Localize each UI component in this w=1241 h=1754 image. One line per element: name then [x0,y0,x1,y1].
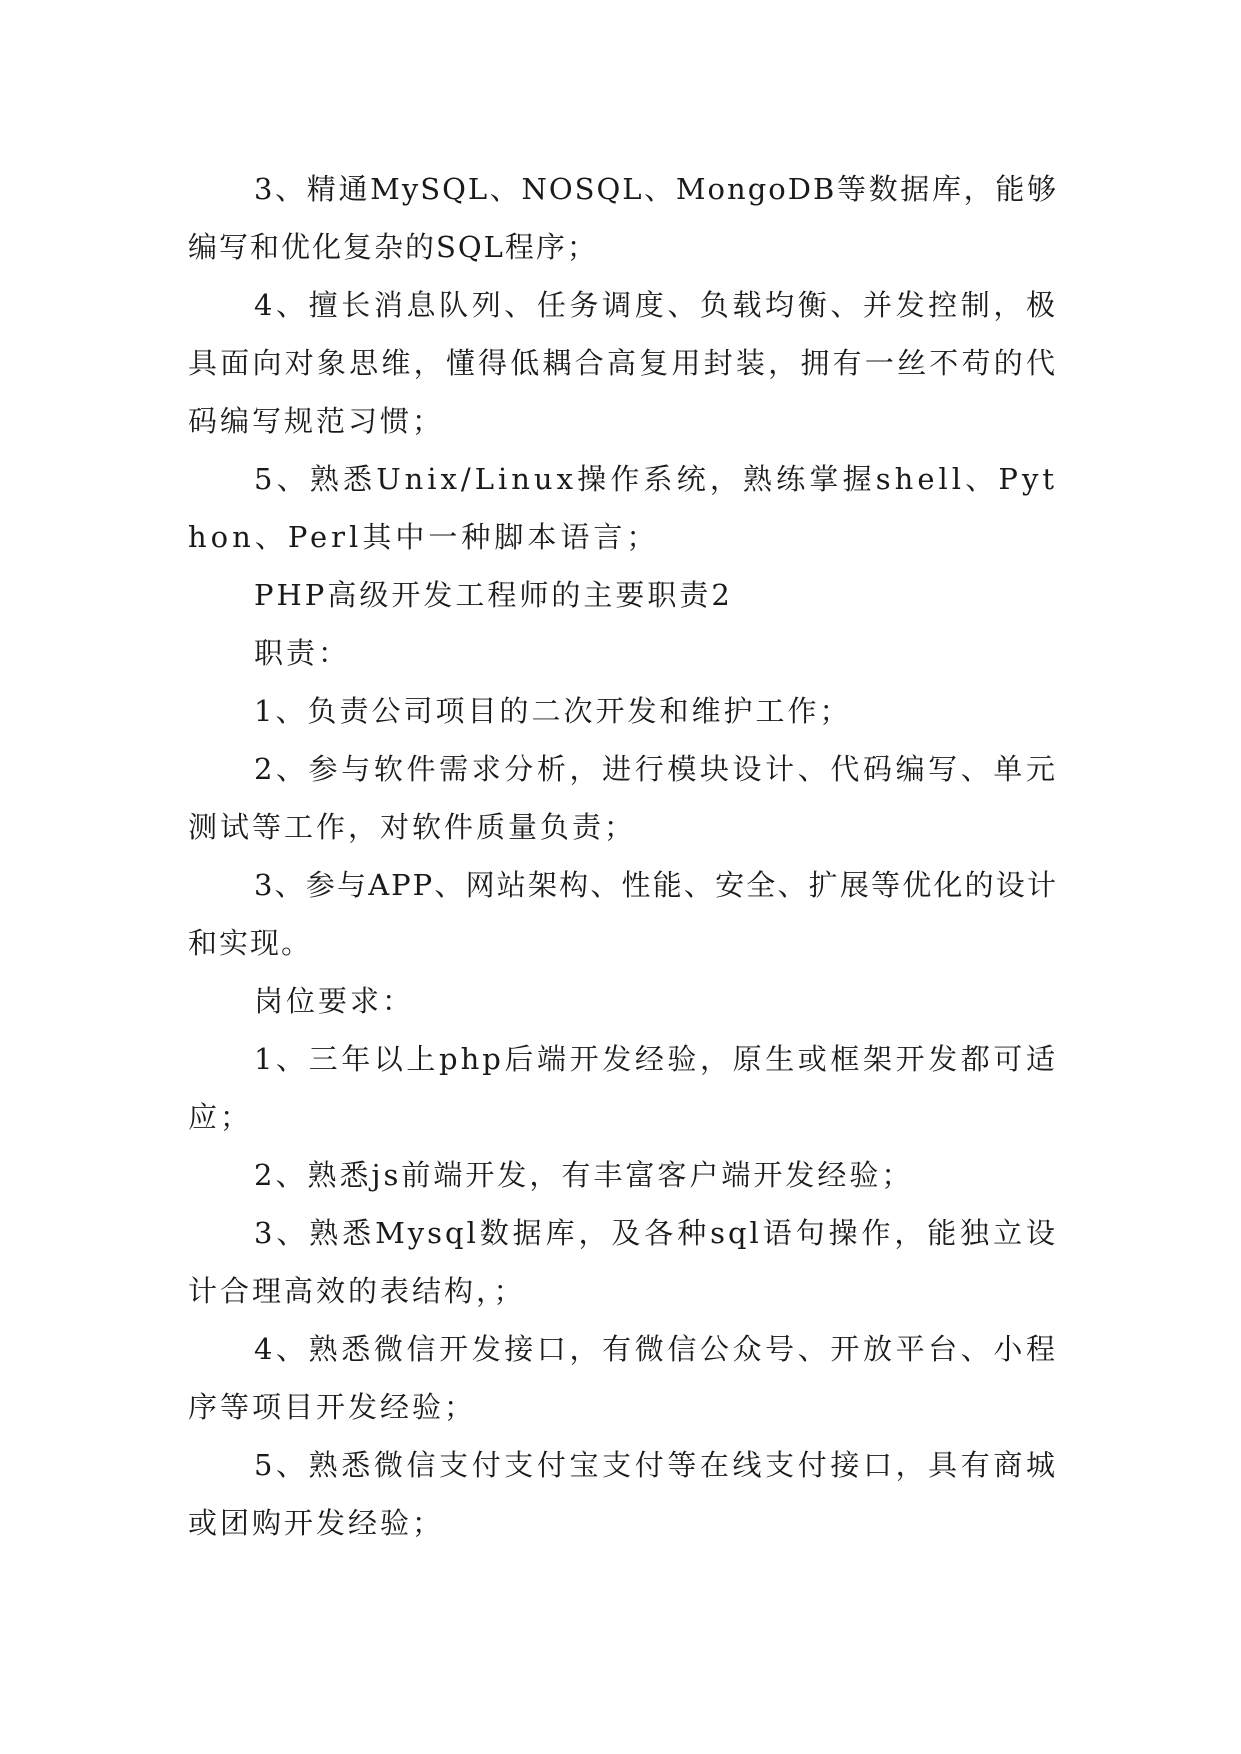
paragraph-queue-skills: 4、擅长消息队列、任务调度、负载均衡、并发控制，极具面向对象思维，懂得低耦合高复用封装，拥有一丝不苟的代码编写规范习惯； [188,288,1058,438]
duty-item-2: 2、参与软件需求分析，进行模块设计、代码编写、单元测试等工作，对软件质量负责； [188,752,1058,844]
requirement-item-5: 5、熟悉微信支付支付宝支付等在线支付接口，具有商城或团购开发经验； [188,1448,1058,1540]
requirement-item-4: 4、熟悉微信开发接口，有微信公众号、开放平台、小程序等项目开发经验； [188,1332,1058,1424]
subheading-requirements: 岗位要求： [254,984,415,1018]
duty-item-1: 1、负责公司项目的二次开发和维护工作； [254,694,852,728]
requirement-item-3: 3、熟悉Mysql数据库，及各种sql语句操作，能独立设计合理高效的表结构，； [188,1216,1058,1308]
duty-item-3: 3、参与APP、网站架构、性能、安全、扩展等优化的设计和实现。 [188,868,1058,960]
paragraph-unix-skills: 5、熟悉Unix/Linux操作系统，熟练掌握shell、Python、Perl其中一种脚本语言； [188,462,1058,554]
document-body [188,160,1058,1552]
requirement-item-2: 2、熟悉js前端开发，有丰富客户端开发经验； [254,1158,914,1192]
requirement-item-1: 1、三年以上php后端开发经验，原生或框架开发都可适应； [188,1042,1058,1134]
paragraph-db-skills: 3、精通MySQL、NOSQL、MongoDB等数据库，能够编写和优化复杂的SQL程序； [188,172,1058,264]
subheading-duties: 职责： [254,636,351,670]
section-heading: PHP高级开发工程师的主要职责2 [254,578,733,612]
